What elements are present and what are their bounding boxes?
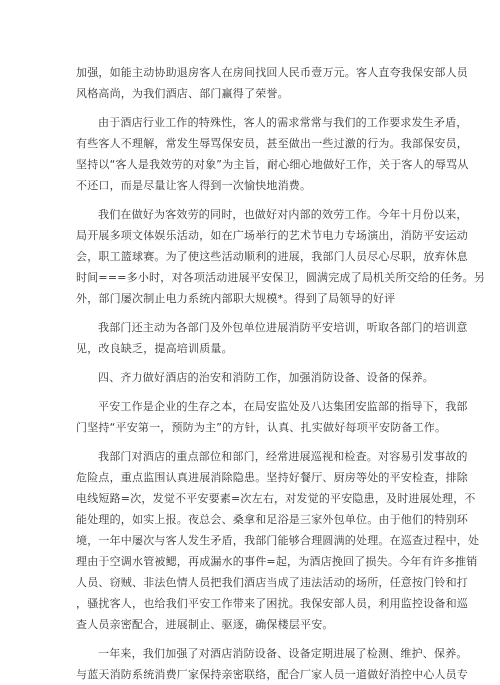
document-paragraph <box>76 643 468 685</box>
document-paragraph <box>76 112 469 196</box>
paragraph-line: 境，一年中屡次与客人发生矛盾，我部门能够合理圆满的处理。在巡查过程中，处 <box>76 534 480 547</box>
paragraph-line: 我部门对酒店的重点部位和部门，经常进展巡视和检查。对容易引发事故的 <box>98 450 468 463</box>
paragraph-line: 有些客人不理解，常发生辱骂保安员，甚至做出一些过激的行为。我部保安员， <box>76 137 468 150</box>
paragraph-line: 查人员亲密配合，进展制止、驱逐，确保楼层平安。 <box>76 618 334 631</box>
paragraph-line: 坚持以“客人是我效劳的对象”为主旨，耐心细心地做好工作，关于客人的辱骂从 <box>76 158 469 171</box>
document-paragraph <box>76 446 480 635</box>
paragraph-line: 与蓝天消防系统消费厂家保持亲密联络，配合厂家人员一道做好消控中心人员专 <box>76 668 468 681</box>
paragraph-line: 我们在做好为客效劳的同时，也做好对内部的效劳工作。今年十月份以来， <box>98 208 468 221</box>
paragraph-line: 理由于空调水管被鳃，再成漏水的事件=起，为酒店挽回了损失。今年有许多推销 <box>76 555 478 568</box>
paragraph-line: 由于酒店行业工作的特殊性，客人的需求常常与我们的工作要求发生矛盾， <box>98 116 468 129</box>
document-paragraph <box>76 317 468 359</box>
document-body <box>76 62 486 685</box>
paragraph-line: 电线短路=次，发觉不平安要素=次左右，对发觉的平安隐患，及时进展处理，不 <box>76 492 476 505</box>
paragraph-line: 人员、窃贼、非法色情人员把我们酒店当成了违法活动的场所，任意按门铃和打 <box>76 576 468 589</box>
document-paragraph <box>76 204 486 309</box>
paragraph-line: 见，改良缺乏，提高培训质量。 <box>76 342 233 355</box>
paragraph-line: 加强，如能主动协助退房客人在房间找回人民币壹万元。客人直夸我保安部人员 <box>76 66 468 79</box>
paragraph-line: 能处理的，如实上报。夜总会、桑拿和足浴是三家外包单位。由于他们的特别环 <box>76 513 468 526</box>
paragraph-line: 平安工作是企业的生存之本，在局安监处及八达集团安监部的指导下，我部 <box>98 400 468 413</box>
document-paragraph <box>76 62 468 104</box>
paragraph-line: 风格高尚，为我们酒店、部门赢得了荣誉。 <box>76 87 289 100</box>
paragraph-line: 不还口，而是尽量让客人得到一次愉快地消费。 <box>76 179 312 192</box>
document-paragraph <box>76 396 468 438</box>
paragraph-line: ，骚扰客人，也给我们平安工作带来了困扰。我保安部人员，利用监控设备和巡 <box>76 597 468 610</box>
paragraph-line: 四、齐力做好酒店的治安和消防工作，加强消防设备、设备的保养。 <box>98 371 434 384</box>
paragraph-line: 门坚持“平安第一，预防为主”的方针，认真、扎实做好每项平安防备工作。 <box>76 421 447 434</box>
paragraph-line: 时间===多小时，对各项活动进展平安保卫，圆满完成了局机关所交给的任务。另 <box>76 271 486 284</box>
paragraph-line: 会，职工篮球赛。为了使这些活动顺利的进展，我部门人员尽心尽职，放弃休息 <box>76 250 468 263</box>
paragraph-line: 外，部门屡次制止电力系统内部职大规模*。得到了局领导的好评 <box>76 292 396 305</box>
paragraph-line: 局开展多项文体娱乐活动，如在广场举行的艺术节电力专场演出，消防平安运动 <box>76 229 468 242</box>
document-paragraph <box>76 367 434 388</box>
paragraph-line: 一年来，我们加强了对酒店消防设备、设备定期进展了检测、维护、保养。 <box>98 647 468 660</box>
paragraph-line: 我部门还主动为各部门及外包单位进展消防平安培训，听取各部门的培训意 <box>98 321 468 334</box>
paragraph-line: 危险点，重点监围认真进展消除隐患。坚持好餐厅、厨房等处的平安检查，排除 <box>76 471 468 484</box>
